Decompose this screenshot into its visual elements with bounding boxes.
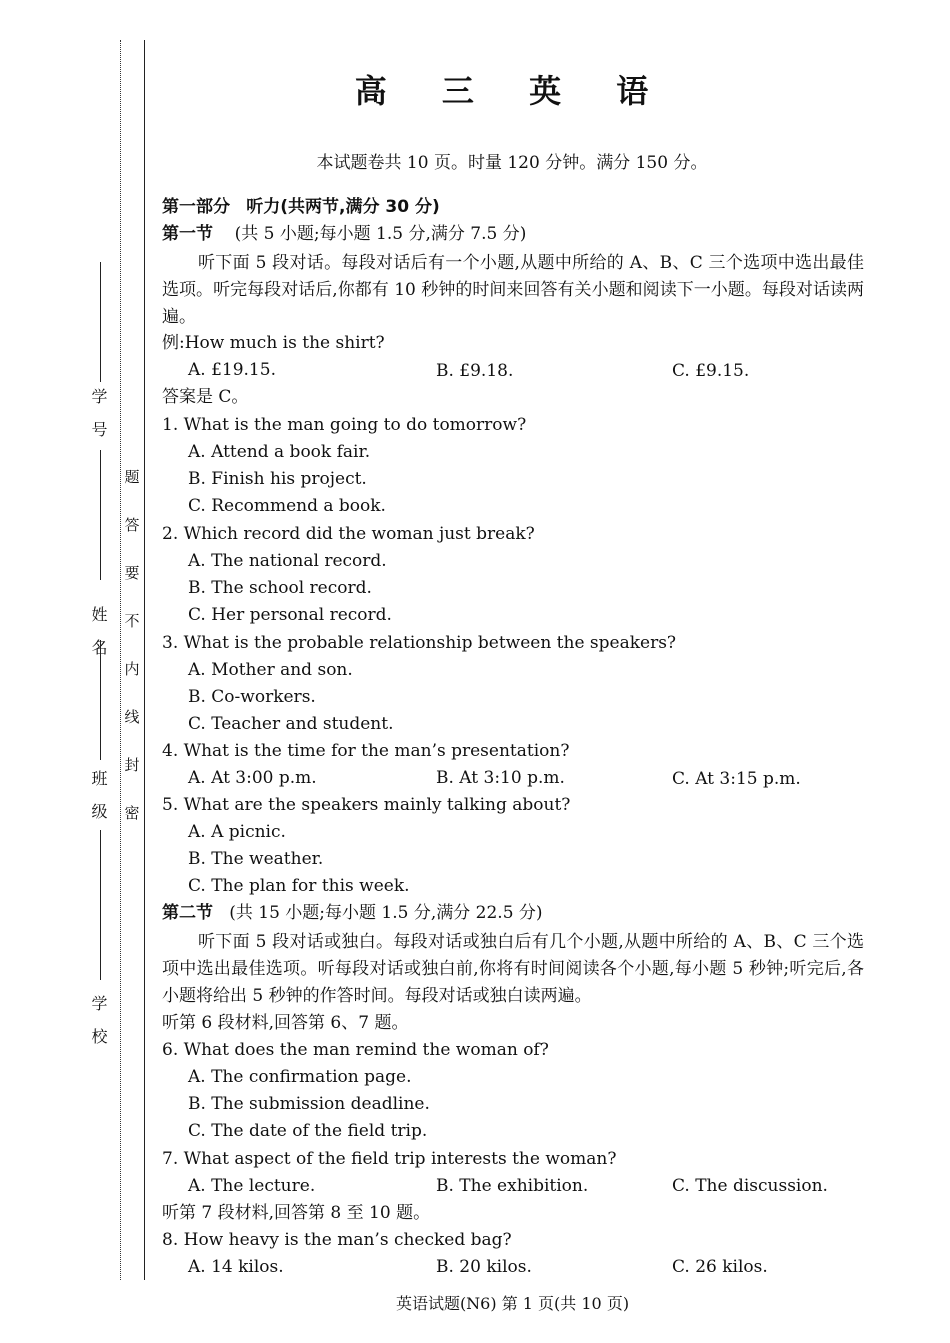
q1-option-c: C. Recommend a book. [188,496,386,516]
question-3: 3. What is the probable relationship between the speakers? [162,633,677,653]
q2-option-b: B. The school record. [188,578,372,598]
binding-dotted-line [120,40,121,1280]
section2-heading [162,901,543,925]
q3-option-c: C. Teacher and student. [188,714,394,734]
section1-instructions: 听下面 5 段对话。每段对话后有一个小题,从题中所给的 A、B、C 三个选项中选出最佳选项。听完每段对话后,你都有 10 秒钟的时间来回答有关小题和阅读下一小题。每段对话读两遍。 [162,253,864,327]
q2-option-a: A. The national record. [188,551,387,571]
q7-option-b: B. The exhibition. [436,1176,589,1196]
seal-char: 内 [124,660,140,678]
section1-heading [162,222,526,246]
material-7-note: 听第 7 段材料,回答第 8 至 10 题。 [162,1203,431,1223]
q8-option-a: A. 14 kilos. [188,1257,284,1277]
student-id-label: 学 号 [89,388,108,444]
q7-option-a: A. The lecture. [188,1176,316,1196]
question-8: 8. How heavy is the man’s checked bag? [162,1230,512,1250]
student-id-blank-2 [100,450,101,580]
q3-option-b: B. Co-workers. [188,687,316,707]
section2-detail: (共 15 小题;每小题 1.5 分,满分 22.5 分) [229,903,543,923]
q2-option-c: C. Her personal record. [188,605,392,625]
material-6-note: 听第 6 段材料,回答第 6、7 题。 [162,1013,409,1033]
q6-option-c: C. The date of the field trip. [188,1121,428,1141]
q8-option-c: C. 26 kilos. [672,1257,768,1277]
exam-info: 本试题卷共 10 页。时量 120 分钟。满分 150 分。 [316,153,708,173]
seal-char: 要 [124,564,140,582]
q3-option-a: A. Mother and son. [188,660,353,680]
part1-heading [162,195,440,219]
page-footer: 英语试题(N6) 第 1 页(共 10 页) [395,1294,630,1313]
question-5: 5. What are the speakers mainly talking about? [162,795,571,815]
student-id-blank [100,262,101,382]
q5-option-b: B. The weather. [188,849,324,869]
class-blank [100,830,101,980]
q5-option-c: C. The plan for this week. [188,876,410,896]
example-answer: 答案是 C。 [162,387,249,407]
q8-option-b: B. 20 kilos. [436,1257,532,1277]
q4-option-c: C. At 3:15 p.m. [672,769,801,789]
question-4: 4. What is the time for the man’s presentation? [162,741,570,761]
name-label: 姓 名 [89,606,108,662]
seal-char: 不 [124,612,140,630]
seal-char: 答 [124,516,140,534]
section1-detail: (共 5 小题;每小题 1.5 分,满分 7.5 分) [234,224,527,244]
q5-option-a: A. A picnic. [188,822,286,842]
q1-option-b: B. Finish his project. [188,469,367,489]
question-6: 6. What does the man remind the woman of? [162,1040,549,1060]
q7-option-c: C. The discussion. [672,1176,828,1196]
class-label: 班 级 [89,770,108,826]
example-option-a: A. £19.15. [188,360,276,380]
q4-option-a: A. At 3:00 p.m. [188,768,317,788]
example-question: 例:How much is the shirt? [162,333,385,353]
section2-instructions: 听下面 5 段对话或独白。每段对话或独白后有几个小题,从题中所给的 A、B、C 三个选项中选出最佳选项。听每段对话或独白前,你将有时间阅读各个小题,每小题 5 秒钟;听完后,各小题将给出 5 秒钟的作答时间。每段对话或独白读两遍。 [162,932,864,1006]
question-1: 1. What is the man going to do tomorrow? [162,415,527,435]
name-blank [100,640,101,760]
example-option-b: B. £9.18. [436,361,514,381]
page-title: 高 三 英 语 [354,72,671,110]
q4-option-b: B. At 3:10 p.m. [436,768,565,788]
question-7: 7. What aspect of the field trip interests the woman? [162,1149,617,1169]
q1-option-a: A. Attend a book fair. [188,442,371,462]
seal-char: 线 [124,708,140,726]
section2-title: 第二节 [162,903,213,923]
q6-option-a: A. The confirmation page. [188,1067,412,1087]
section1-title: 第一节 [162,224,213,244]
seal-char: 密 [124,804,140,822]
example-option-c: C. £9.15. [672,361,750,381]
school-label: 学 校 [89,995,108,1051]
q6-option-b: B. The submission deadline. [188,1094,430,1114]
question-2: 2. Which record did the woman just break? [162,524,535,544]
binding-solid-line [144,40,145,1280]
seal-char: 封 [124,756,140,774]
part1-title: 第一部分 [162,197,230,217]
part1-detail: 听力(共两节,满分 30 分) [246,197,440,217]
seal-char: 题 [124,468,140,486]
